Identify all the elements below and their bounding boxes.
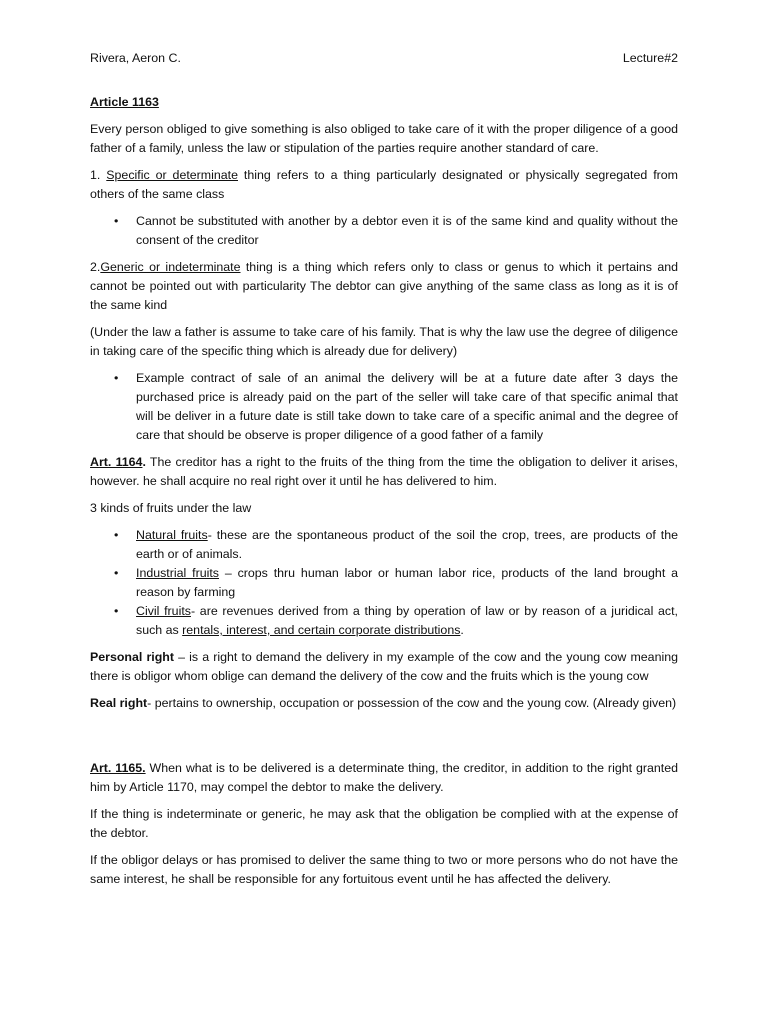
article-1164-paragraph: Art. 1164. The creditor has a right to the fruits of the thing from the time the obligation to deliver it arises, however. he shall acquire no real right over it until he has delivered to him. [90,455,678,488]
list-item: • Natural fruits- these are the spontaneous product of the soil the crop, trees, are products of the earth or of animals. [114,528,678,561]
lecture-label: Lecture#2 [622,51,678,65]
list-item: • Example contract of sale of an animal the delivery will be at a future date after 3 days the purchased price is already paid on the part of the seller will take care of that specific animal that will be deliver in a future date is still take down to take care of a specific animal and the degree of care that should be observe is proper diligence of a good father of a family [114,371,678,442]
article-1164-title: Art. 1164 [90,455,143,469]
real-right-paragraph: Real right- pertains to ownership, occupation or possession of the cow and the young cow. (Already given) [90,696,677,710]
bullet-icon: • [114,604,119,618]
specific-term: Specific or determinate [106,168,238,182]
article-1163-intro: Every person obliged to give something is also obliged to take care of it with the proper diligence of a good father of a family, unless the law or stipulation of the parties require another standard of care. [90,122,678,155]
bullet-icon: • [114,528,119,542]
specific-thing-definition: 1. Specific or determinate thing refers to a thing particularly designated or physically segregated from others of the same class [90,168,678,201]
list-item: • Cannot be substituted with another by a debtor even it is of the same kind and quality without the consent of the creditor [114,214,678,247]
author-name: Rivera, Aeron C. [90,51,181,65]
specific-bullet-list [90,212,678,250]
fruits-kinds-heading: 3 kinds of fruits under the law [90,501,252,515]
personal-right-paragraph: Personal right – is a right to demand the delivery in my example of the cow and the young cow meaning there is obligor whom oblige can demand the delivery of the cow and the fruits which is the young cow [90,650,678,683]
generic-thing-definition: 2.Generic or indeterminate thing is a thing which refers only to class or genus to which it pertains and cannot be pointed out with particularity The debtor can give anything of the same class as long as it is of the same kind [90,260,678,312]
fortuitous-event-paragraph: If the obligor delays or has promised to deliver the same thing to two or more persons who do not have the same interest, he shall be responsible for any fortuitous event until he has affected the delivery. [90,853,678,886]
spacer [90,721,678,759]
bullet-icon: • [114,214,119,228]
diligence-note: (Under the law a father is assume to take care of his family. That is why the law use the degree of diligence in taking care of the specific thing which is already due for delivery) [90,325,678,358]
bullet-icon: • [114,371,119,385]
indeterminate-paragraph: If the thing is indeterminate or generic, he may ask that the obligation be complied with at the expense of the debtor. [90,807,678,840]
article-1165-title: Art. 1165. [90,761,146,775]
example-bullet-list [90,369,678,445]
bullet-icon: • [114,566,119,580]
article-1165-paragraph: Art. 1165. When what is to be delivered is a determinate thing, the creditor, in addition to the right granted him by Article 1170, may compel the debtor to make the delivery. [90,761,679,794]
generic-term: Generic or indeterminate [100,260,241,274]
list-item: • Civil fruits- are revenues derived from a thing by operation of law or by reason of a juridical act, such as rentals, interest, and certain corporate distributions. [114,604,678,637]
list-item: • Industrial fruits – crops thru human labor or human labor rice, products of the land brought a reason by farming [114,566,678,599]
fruits-list [90,526,678,640]
article-1163-title: Article 1163 [90,95,159,109]
page-header [90,49,678,68]
